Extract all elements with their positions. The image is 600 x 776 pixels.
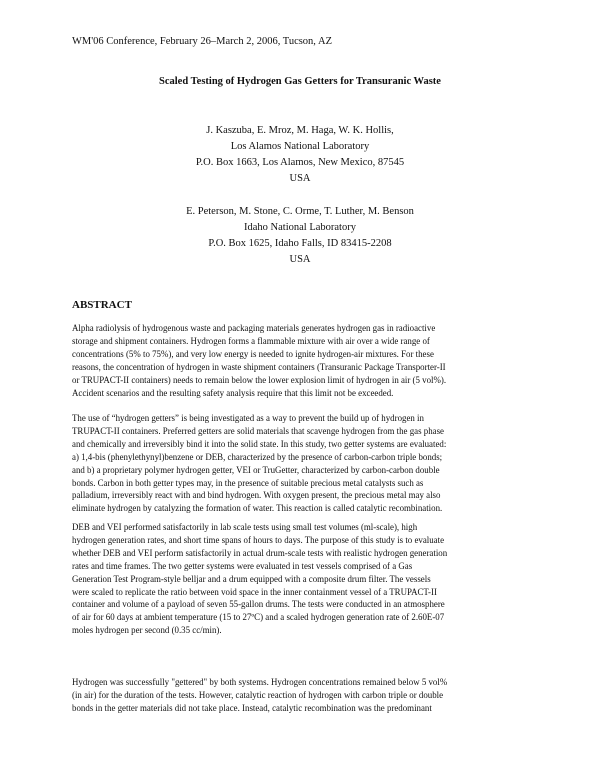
text-line: Accident scenarios and the resulting safety analysis require that this limit not be exceeded. xyxy=(72,387,394,398)
text-line: and chemically and irreversibly bind it into the solid state. In this study, two getter systems are evaluated: xyxy=(72,438,447,449)
text-line: reasons, the concentration of hydrogen in waste shipment containers (Transuranic Package Transporter-II xyxy=(72,361,446,372)
institution-name: Idaho National Laboratory xyxy=(244,222,356,233)
abstract-paragraph xyxy=(72,676,542,715)
text-line: concentrations (5% to 75%), and very low energy is needed to ignite hydrogen-air mixtures. For these xyxy=(72,348,434,359)
text-line: Generation Test Program-style belljar and a drum equipped with a composite drum filter. The vessels xyxy=(72,573,431,584)
abstract-paragraph xyxy=(72,412,542,515)
text-line: were scaled to replicate the ratio between void space in the inner containment vessel of a TRUPACT-II xyxy=(72,586,437,597)
text-line: container and volume of a payload of seven 55-gallon drums. The tests were conducted in an atmosphere xyxy=(72,599,445,610)
abstract-paragraph xyxy=(72,521,542,637)
institution-name: Los Alamos National Laboratory xyxy=(230,141,370,152)
text-line: rates and time frames. The two getter systems were evaluated in test vessels comprised of a Gas xyxy=(72,560,413,571)
text-line: a) 1,4-bis (phenylethynyl)benzene or DEB, characterized by the presence of carbon-carbon triple bonds; xyxy=(72,451,443,462)
text-line: Hydrogen was successfully "gettered" by both systems. Hydrogen concentrations remained below 5 vol% xyxy=(72,677,448,687)
text-line: eliminate hydrogen by catalyzing the formation of water. This reaction is called catalytic recombination. xyxy=(72,503,443,514)
text-line: and b) a proprietary polymer hydrogen getter, VEI or TruGetter, characterized by carbon-carbon double xyxy=(72,464,440,475)
paper-title: Scaled Testing of Hydrogen Gas Getters for Transuranic Waste xyxy=(159,76,441,87)
text-line: hydrogen generation rates, and short time spans of hours to days. The purpose of this study is to evaluate xyxy=(72,534,445,545)
text-line: palladium, irreversibly react with and bind hydrogen. With oxygen present, the precious metal may also xyxy=(72,490,441,501)
author-block-lanl xyxy=(0,123,600,187)
text-line: The use of “hydrogen getters” is being investigated as a way to prevent the build up of hydrogen in xyxy=(72,413,424,423)
author-block-inl xyxy=(0,204,600,268)
text-line: bonds in the getter materials did not take place. Instead, catalytic recombination was the predominant xyxy=(72,702,432,713)
text-line: bonds. Carbon in both getter types may, in the presence of suitable precious metal catalysts such as xyxy=(72,477,424,488)
text-line: of air for 60 days at ambient temperature (15 to 27ºC) and a scaled hydrogen generation rate of 2.60E-07 xyxy=(72,612,445,623)
author-names: J. Kaszuba, E. Mroz, M. Haga, W. K. Hollis, xyxy=(206,125,394,136)
text-line: whether DEB and VEI perform satisfactorily in actual drum-scale tests with realistic hydrogen generation xyxy=(72,547,448,558)
text-line: moles hydrogen per second (0.35 cc/min). xyxy=(72,625,222,636)
abstract-paragraph xyxy=(72,322,542,399)
conference-header: WM'06 Conference, February 26–March 2, 2006, Tucson, AZ xyxy=(72,36,332,47)
institution-country: USA xyxy=(289,254,311,265)
author-names: E. Peterson, M. Stone, C. Orme, T. Luther, M. Benson xyxy=(186,206,414,217)
text-line: (in air) for the duration of the tests. However, catalytic reaction of hydrogen with carbon triple or double xyxy=(72,689,444,700)
institution-address: P.O. Box 1625, Idaho Falls, ID 83415-2208 xyxy=(208,238,392,249)
institution-address: P.O. Box 1663, Los Alamos, New Mexico, 87545 xyxy=(195,157,405,168)
text-line: TRUPACT-II containers. Preferred getters are solid materials that scavenge hydrogen from the gas phase xyxy=(72,425,444,436)
institution-country: USA xyxy=(289,173,311,184)
text-line: or TRUPACT-II containers) needs to remain below the lower explosion limit of hydrogen in air (5 vol%). xyxy=(72,374,447,385)
text-line: Alpha radiolysis of hydrogenous waste and packaging materials generates hydrogen gas in radioactive xyxy=(72,323,436,333)
text-line: storage and shipment containers. Hydrogen forms a flammable mixture with air over a wide range of xyxy=(72,335,430,346)
text-line: DEB and VEI performed satisfactorily in lab scale tests using small test volumes (ml-scale), high xyxy=(72,522,418,532)
abstract-heading: ABSTRACT xyxy=(72,299,132,311)
